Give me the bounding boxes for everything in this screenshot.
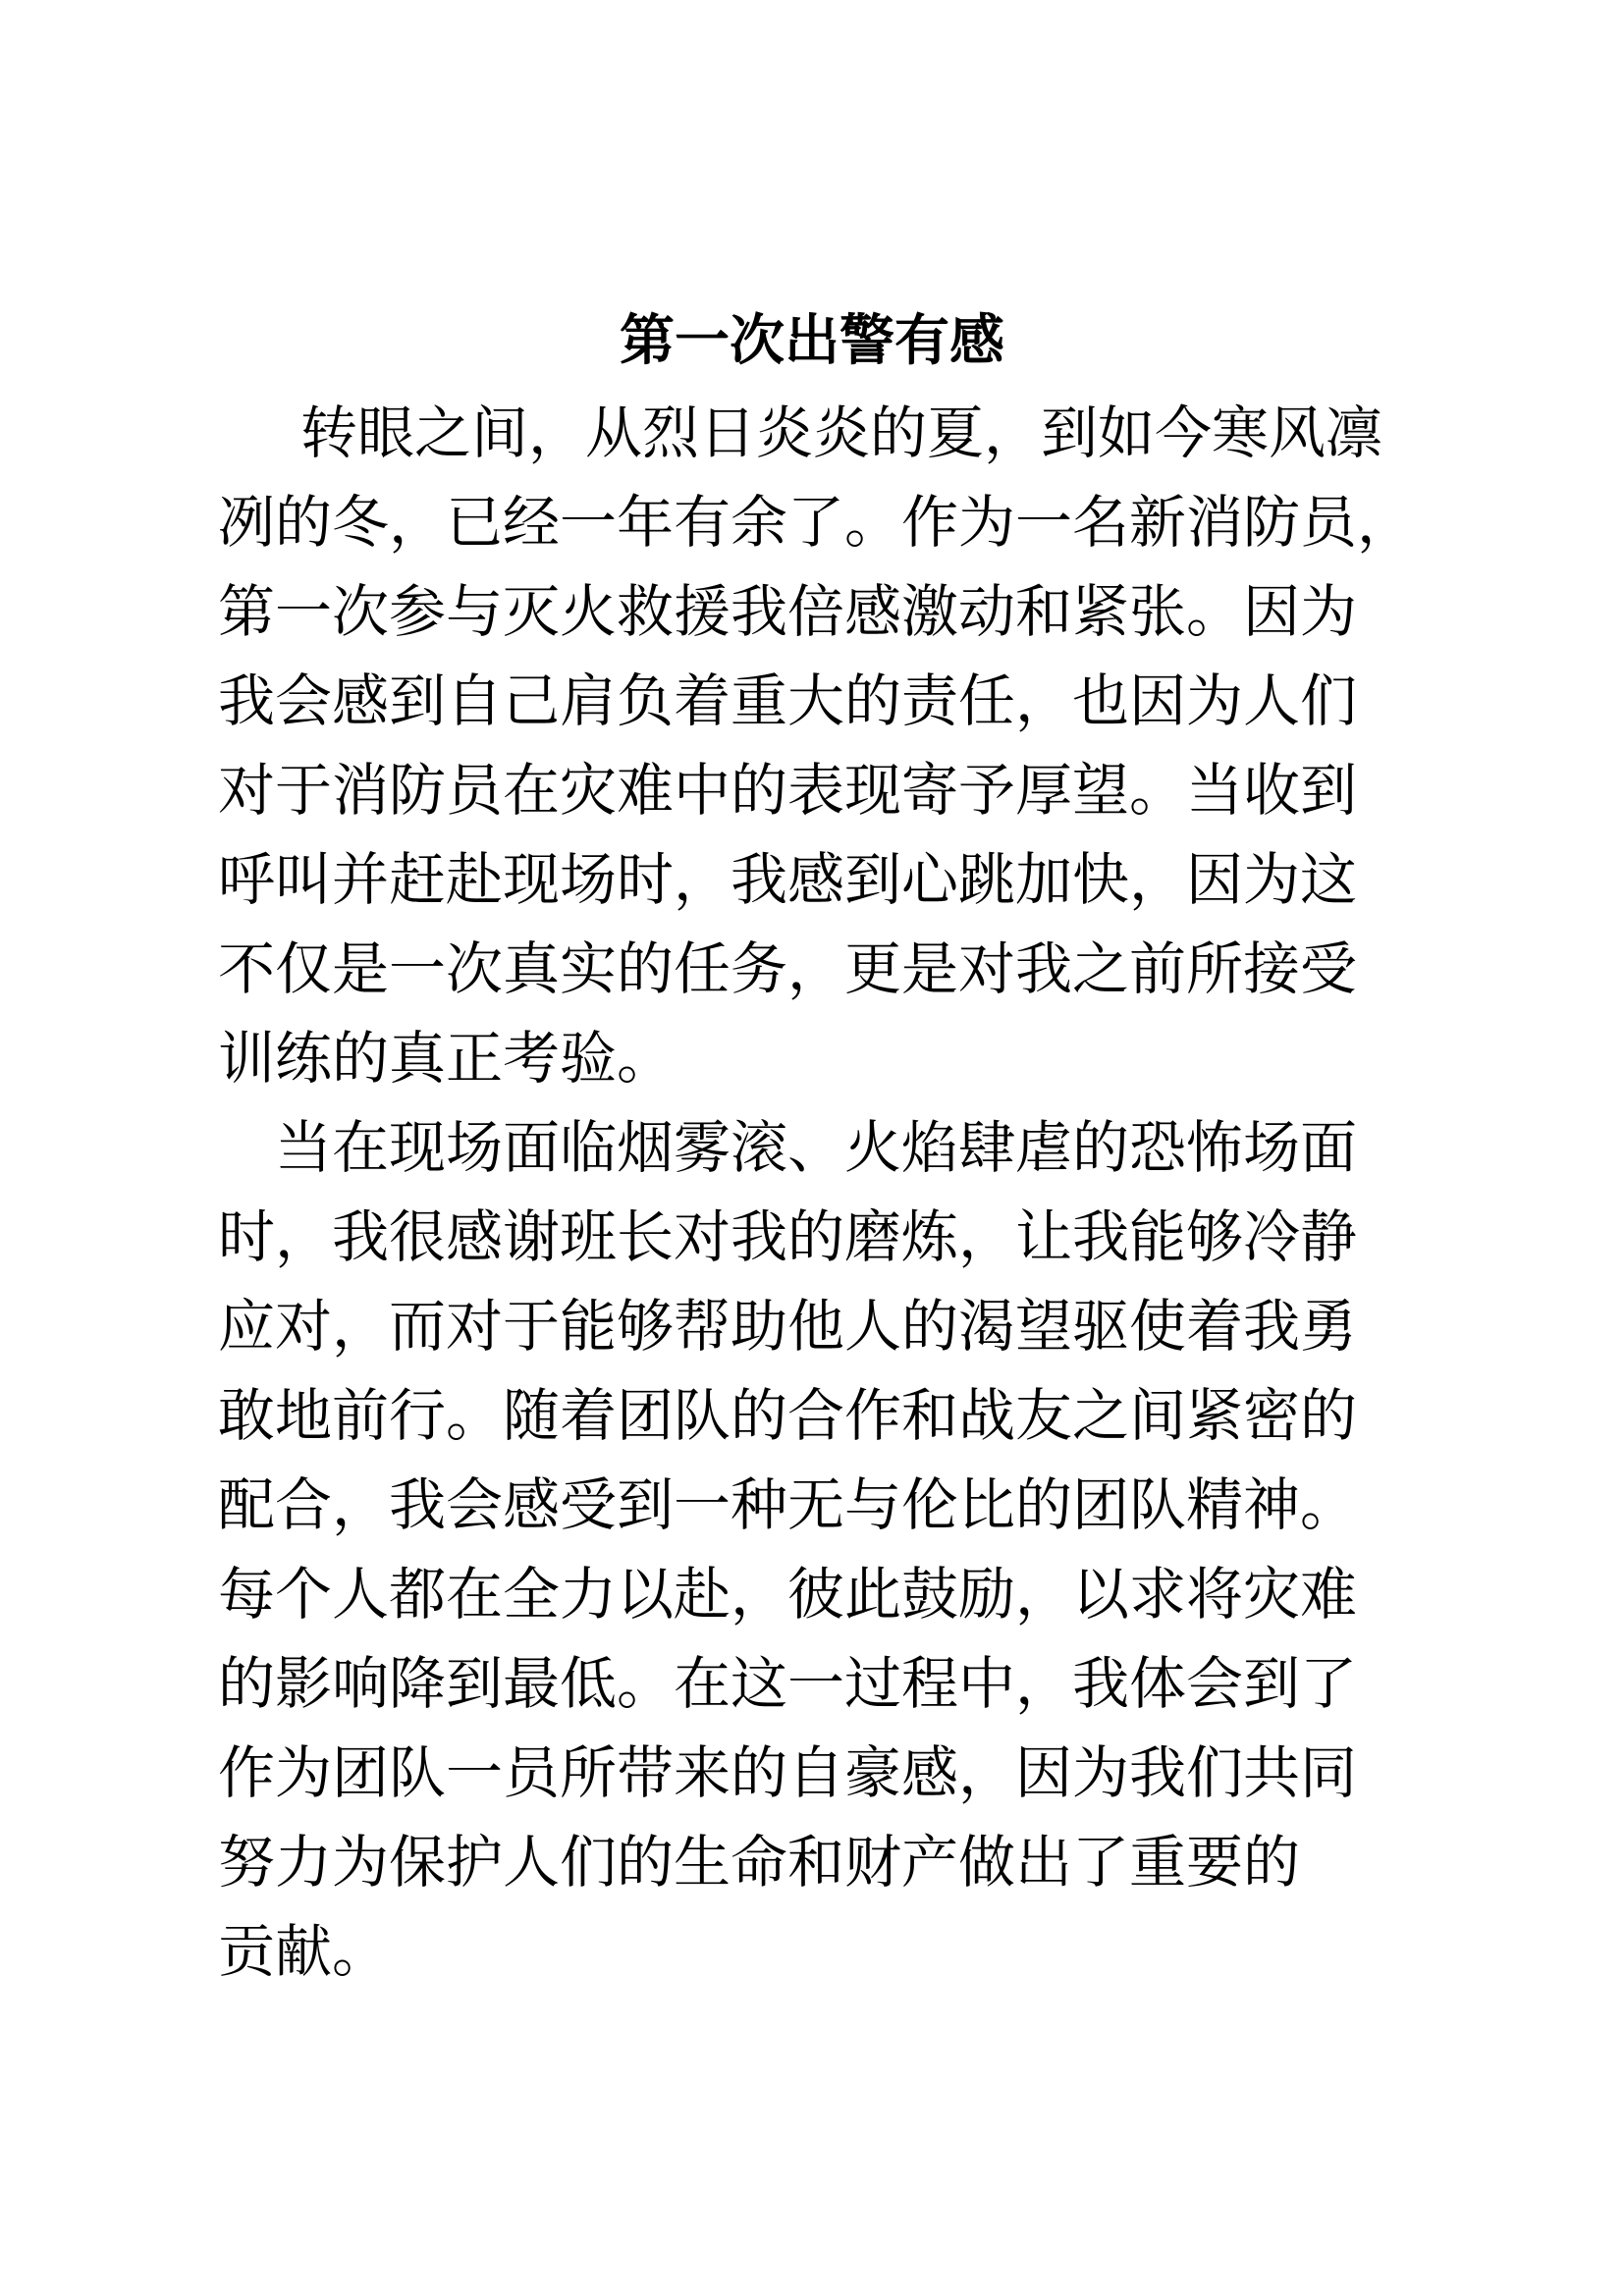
paragraph-1 [218, 389, 1416, 1103]
text-line: 我会感到自己肩负着重大的责任，也因为人们 [218, 667, 1358, 734]
text-line: 应对，而对于能够帮助他人的渴望驱使着我勇 [218, 1293, 1358, 1360]
text-line: 努力为保护人们的生命和财产做出了重要的 [218, 1829, 1301, 1896]
text-line: 呼叫并赶赴现场时，我感到心跳加快，因为这 [218, 846, 1358, 913]
text-line: 转眼之间，从烈日炎炎的夏，到如今寒风凛 [300, 400, 1383, 466]
document-title: 第一次出警有感 [620, 309, 1004, 373]
text-line: 对于消防员在灾难中的表现寄予厚望。当收到 [218, 757, 1358, 824]
text-line: 时，我很感谢班长对我的磨炼，让我能够冷静 [218, 1203, 1358, 1270]
text-line: 训练的真正考验。 [218, 1025, 675, 1092]
text-line: 当在现场面临烟雾滚、火焰肆虐的恐怖场面 [275, 1114, 1358, 1181]
text-line: 作为团队一员所带来的自豪感，因为我们共同 [218, 1739, 1358, 1806]
text-line: 不仅是一次真实的任务，更是对我之前所接受 [218, 935, 1358, 1002]
text-line: 贡献。 [218, 1918, 390, 1985]
text-line: 敢地前行。随着团队的合作和战友之间紧密的 [218, 1382, 1358, 1449]
text-line: 冽的冬，已经一年有余了。作为一名新消防员， [218, 489, 1415, 556]
text-line: 的影响降到最低。在这一过程中，我体会到了 [218, 1650, 1358, 1717]
paragraph-2 [218, 1103, 1416, 1997]
text-line: 每个人都在全力以赴，彼此鼓励，以求将灾难 [218, 1561, 1358, 1628]
text-line: 配合，我会感受到一种无与伦比的团队精神。 [218, 1471, 1358, 1538]
document-body [218, 389, 1416, 1997]
text-line: 第一次参与灭火救援我倍感激动和紧张。因为 [218, 578, 1358, 645]
